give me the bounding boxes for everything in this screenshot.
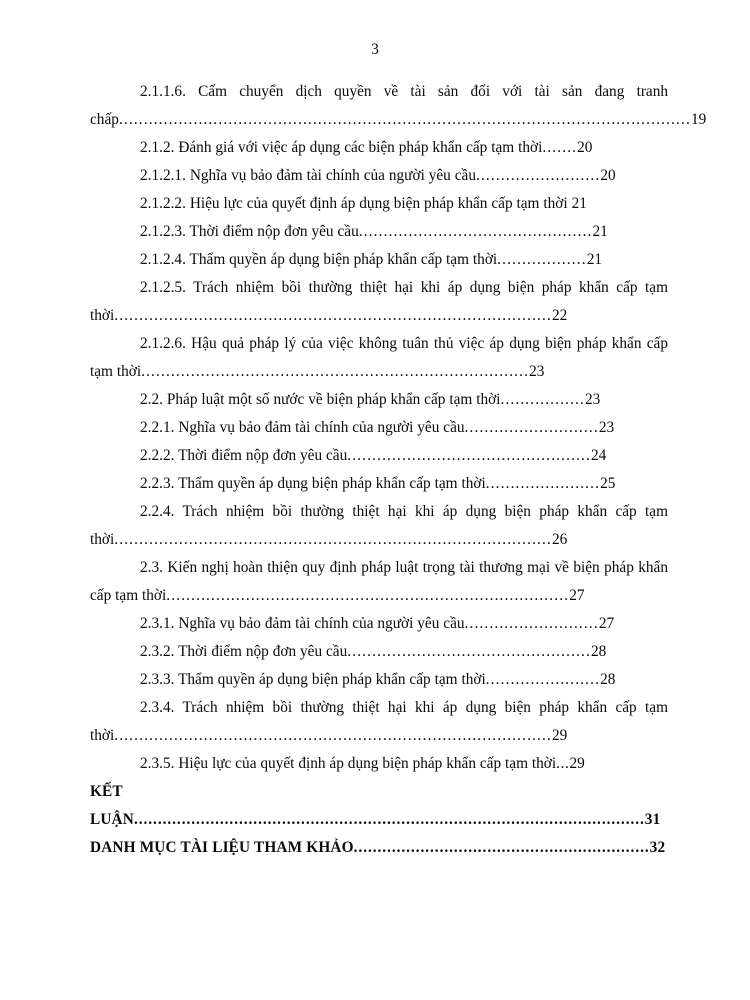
toc-dot-leader: .......................	[485, 671, 601, 688]
toc-entry-title: 2.1.2. Đánh giá với việc áp dụng các biện pháp khẩn cấp tạm thời	[140, 139, 543, 156]
toc-entry-title: 2.3.5. Hiệu lực của quyết định áp dụng biện pháp khẩn cấp tạm thời	[140, 755, 557, 772]
toc-page-number: 26	[551, 531, 568, 548]
toc-entry-title: 2.3.2. Thời điểm nộp đơn yêu cầu	[140, 643, 348, 660]
toc-page-number: 21	[586, 251, 603, 268]
toc-dot-leader: ...........................	[464, 615, 599, 632]
toc-page-number: 29	[551, 727, 568, 744]
toc-entry[interactable]	[90, 78, 707, 134]
toc-dot-leader: ........................................................................................	[114, 307, 552, 324]
toc-entry-title: 2.1.1.6. Cấm chuyển dịch quyền về tài sản đối với tài sản đang tranh chấp	[90, 83, 672, 128]
toc-dot-leader: ..............................................................................	[141, 363, 530, 380]
toc-dot-leader: .................	[500, 391, 585, 408]
toc-dot-leader: ........................................................................................	[114, 727, 552, 744]
toc-dot-leader: ...	[556, 755, 570, 772]
toc-entry[interactable]	[90, 162, 668, 190]
toc-dot-leader: .......	[542, 139, 578, 156]
toc-dot-leader: ..............................................................	[353, 839, 650, 856]
toc-entry[interactable]	[90, 554, 672, 610]
toc-entry[interactable]	[90, 246, 668, 274]
toc-page-number: 21	[571, 195, 587, 212]
toc-entry[interactable]	[90, 638, 668, 666]
toc-entry-title: 2.3.4. Trách nhiệm bồi thường thiệt hại khi áp dụng biện pháp khẩn cấp tạm thời	[90, 699, 672, 744]
toc-entry-title: 2.2.3. Thẩm quyền áp dụng biện pháp khẩn cấp tạm thời	[140, 475, 486, 492]
toc-entry[interactable]	[90, 274, 672, 330]
toc-entry[interactable]	[90, 610, 668, 638]
table-of-contents	[90, 78, 707, 862]
toc-entry[interactable]	[90, 442, 668, 470]
toc-entry-title: 2.2.1. Nghĩa vụ bảo đảm tài chính của người yêu cầu	[140, 419, 465, 436]
toc-dot-leader: ...............................................	[358, 223, 593, 240]
toc-dot-leader: ...................................................................................................................	[118, 111, 691, 128]
toc-dot-leader: ...........................................................................................................	[133, 811, 645, 828]
toc-entry-title: 2.1.2.2. Hiệu lực của quyết định áp dụng biện pháp khẩn cấp tạm thời	[140, 195, 568, 212]
toc-dot-leader: .................................................	[347, 643, 591, 660]
toc-dot-leader: .......................	[485, 475, 601, 492]
toc-entry[interactable]	[90, 834, 668, 862]
toc-page-number: 19	[690, 111, 707, 128]
toc-page-number: 29	[569, 755, 585, 772]
toc-entry[interactable]	[90, 750, 668, 778]
toc-page-number: 24	[591, 447, 607, 464]
toc-page-number: 27	[598, 615, 615, 632]
toc-entry-title: DANH MỤC TÀI LIỆU THAM KHẢO	[90, 839, 354, 856]
toc-entry[interactable]	[90, 218, 668, 246]
toc-page-number: 20	[577, 139, 593, 156]
toc-entry[interactable]	[90, 414, 668, 442]
toc-page-number: 28	[591, 643, 607, 660]
toc-entry-title: 2.3.3. Thẩm quyền áp dụng biện pháp khẩn cấp tạm thời	[140, 671, 486, 688]
toc-dot-leader: .........................	[475, 167, 601, 184]
toc-entry-title: 2.1.2.4. Thẩm quyền áp dụng biện pháp khẩn cấp tạm thời	[140, 251, 498, 268]
toc-dot-leader: ..................	[497, 251, 587, 268]
toc-entry[interactable]	[90, 666, 668, 694]
toc-entry-title: 2.1.2.1. Nghĩa vụ bảo đảm tài chính của người yêu cầu	[140, 167, 476, 184]
toc-page-number: 28	[600, 671, 616, 688]
page-number: 3	[371, 41, 379, 58]
toc-entry[interactable]	[90, 134, 668, 162]
toc-page-number: 23	[529, 363, 545, 380]
toc-entry-title: 2.2.2. Thời điểm nộp đơn yêu cầu	[140, 447, 348, 464]
toc-entry-title: KẾT LUẬN	[90, 783, 134, 828]
toc-page-number: 27	[569, 587, 585, 604]
toc-entry[interactable]	[90, 778, 668, 834]
toc-entry-title: 2.3. Kiến nghị hoàn thiện quy định pháp luật trọng tài thương mại về biện pháp khẩn cấp tạm thời	[90, 559, 672, 604]
toc-dot-leader: .................................................	[347, 447, 591, 464]
toc-page-number: 22	[551, 307, 568, 324]
toc-entry[interactable]	[90, 470, 668, 498]
toc-dot-leader: ...........................	[464, 419, 599, 436]
toc-page-number: 31	[644, 811, 661, 828]
toc-entry-title: 2.2. Pháp luật một số nước về biện pháp khẩn cấp tạm thời	[140, 391, 501, 408]
toc-page-number: 21	[592, 223, 608, 240]
toc-entry-title: 2.2.4. Trách nhiệm bồi thường thiệt hại khi áp dụng biện pháp khẩn cấp tạm thời	[90, 503, 672, 548]
toc-page-number: 32	[649, 839, 666, 856]
toc-entry[interactable]	[90, 190, 668, 218]
toc-page-number: 23	[598, 419, 615, 436]
toc-entry-title: 2.1.2.3. Thời điểm nộp đơn yêu cầu	[140, 223, 359, 240]
toc-entry[interactable]	[90, 386, 668, 414]
toc-entry[interactable]	[90, 498, 672, 554]
toc-entry-title: 2.3.1. Nghĩa vụ bảo đảm tài chính của người yêu cầu	[140, 615, 465, 632]
toc-dot-leader: ........................................................................................	[114, 531, 552, 548]
toc-page-number: 23	[585, 391, 601, 408]
toc-page-number: 25	[600, 475, 616, 492]
toc-entry[interactable]	[90, 694, 672, 750]
toc-entry[interactable]	[90, 330, 672, 386]
toc-page-number: 20	[600, 167, 616, 184]
toc-dot-leader: .................................................................................	[166, 587, 570, 604]
toc-entry-title: 2.1.2.6. Hậu quả pháp lý của việc không tuân thủ việc áp dụng biện pháp khẩn cấp tạm thời	[90, 335, 672, 380]
toc-entry-title: 2.1.2.5. Trách nhiệm bồi thường thiệt hại khi áp dụng biện pháp khẩn cấp tạm thời	[90, 279, 672, 324]
